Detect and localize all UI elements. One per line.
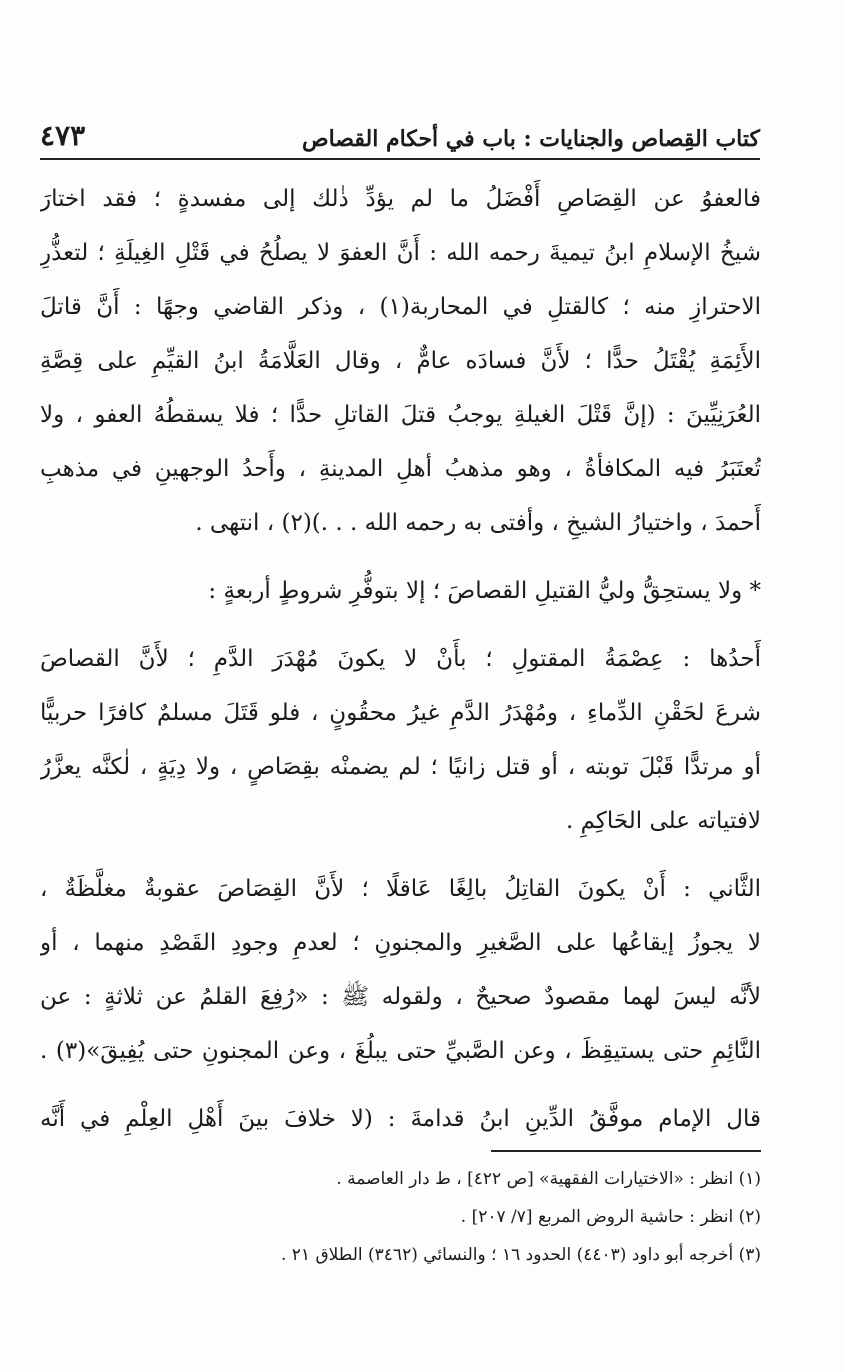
footnote: (٣) أخرجه أبو داود (٤٤٠٣) الحدود ١٦ ؛ والنسائي (٣٤٦٢) الطلاق ٢١ . xyxy=(280,1245,761,1265)
body-text xyxy=(40,172,761,1146)
text-line: لافتياته على الحَاكِمِ . xyxy=(566,808,761,834)
text-line: شرعَ لحَقْنِ الدِّماءِ ، ومُهْدَرُ الدَّمِ غيرُ محقُونٍ ، فلو قَتَلَ مسلمٌ كافرًا حربيًّا xyxy=(40,700,761,726)
text-line: الاحترازِ منه ؛ كالقتلِ في المحاربة(١) ، وذكر القاضي وجهًا : أَنَّ قاتلَ xyxy=(40,294,761,320)
text-line: قال الإمام موفَّقُ الدِّينِ ابنُ قدامةَ : (لا خلافَ بينَ أَهْلِ العِلْمِ في أَنَّه xyxy=(40,1106,761,1132)
page-header xyxy=(40,112,760,160)
page-number: ٤٧٣ xyxy=(40,119,86,152)
text-line: أو مرتدًّا قَبْلَ توبته ، أو قتل زانيًا ؛ لم يضمنْه بقِصَاصٍ ، ولا دِيَةٍ ، لٰكنَّه يعزَّرُ xyxy=(40,754,761,780)
text-line: تُعتَبَرُ فيه المكافأةُ ، وهو مذهبُ أهلِ المدينةِ ، وأَحدُ الوجهينِ في مذهبِ xyxy=(40,456,761,482)
text-line: لا يجوزُ إيقاعُها على الصَّغيرِ والمجنونِ ؛ لعدمِ وجودِ القَصْدِ منهما ، أو xyxy=(40,930,761,956)
text-line: شيخُ الإسلامِ ابنُ تيميةَ رحمه الله : أَنَّ العفوَ لا يصلُحُ في قَتْلِ الغِيلَةِ ؛ لتعذُّرِ xyxy=(40,240,761,266)
text-line: أَحمدَ ، واختيارُ الشيخِ ، وأفتى به رحمه الله . . .)(٢) ، انتهى . xyxy=(195,510,761,536)
text-line: أَحدُها : عِصْمَةُ المقتولِ ؛ بأَنْ لا يكونَ مُهْدَرَ الدَّمِ ؛ لأَنَّ القصاصَ xyxy=(40,646,761,672)
text-line: الأَئِمَةِ يُقْتَلُ حدًّا ؛ لأَنَّ فسادَه عامٌّ ، وقال العَلَّامَةُ ابنُ القيِّمِ على قِصَّةِ xyxy=(40,348,761,374)
running-title: كتاب القِصاص والجنايات : باب في أحكام القصاص xyxy=(301,126,760,152)
text-line: لأنَّه ليسَ لهما مقصودٌ صحيحٌ ، ولقوله ﷺ : «رُفِعَ القلمُ عن ثلاثةٍ : عن xyxy=(40,984,761,1010)
text-line: فالعفوُ عن القِصَاصِ أَفْضَلُ ما لم يؤدِّ ذٰلك إلى مفسدةٍ ؛ فقد اختارَ xyxy=(40,186,761,212)
footnote: (١) انظر : «الاختيارات الفقهية» [ص ٤٢٢] ، ط دار العاصمة . xyxy=(336,1169,761,1189)
footnote: (٢) انظر : حاشية الروض المربع [٧/ ٢٠٧] . xyxy=(460,1207,761,1227)
footnotes xyxy=(40,1160,761,1274)
footnote-divider xyxy=(491,1150,761,1152)
text-line: * ولا يستحِقُّ وليُّ القتيلِ القصاصَ ؛ إلا بتوفُّرِ شروطٍ أربعةٍ : xyxy=(208,578,761,604)
text-line: النَّائِمِ حتى يستيقِظَ ، وعن الصَّبيِّ حتى يبلُغَ ، وعن المجنونِ حتى يُفِيقَ»(٣) . xyxy=(40,1038,761,1064)
text-line: الثَّاني : أَنْ يكونَ القاتِلُ بالِغًا عَاقلًا ؛ لأَنَّ القِصَاصَ عقوبةٌ مغلَّظَةٌ ، xyxy=(40,876,761,902)
text-line: العُرَنِيِّينَ : (إنَّ قَتْلَ الغيلةِ يوجبُ قتلَ القاتلِ حدًّا ؛ فلا يسقطُهُ العفو ، ولا xyxy=(40,402,761,428)
